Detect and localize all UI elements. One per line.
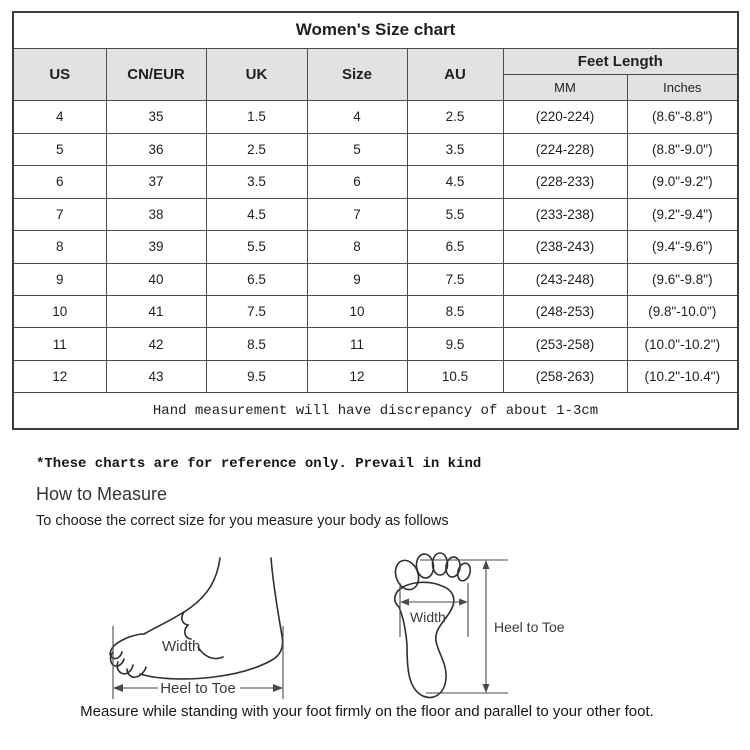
table-footnote-row xyxy=(13,393,738,429)
front-leg-line xyxy=(144,558,220,634)
size-cell: (9.2"-9.4") xyxy=(627,198,738,230)
table-title-row xyxy=(13,12,738,48)
size-cell: 8.5 xyxy=(206,328,307,360)
size-cell: (9.4"-9.6") xyxy=(627,231,738,263)
size-cell: 5 xyxy=(307,133,407,165)
size-cell: (9.6"-9.8") xyxy=(627,263,738,295)
size-cell: 5.5 xyxy=(206,231,307,263)
size-cell: 37 xyxy=(106,166,206,198)
size-cell: 6 xyxy=(307,166,407,198)
size-cell: 35 xyxy=(106,101,206,133)
size-cell: 6 xyxy=(13,166,106,198)
foot-sole-outline xyxy=(392,553,473,697)
size-row xyxy=(13,263,738,295)
toe xyxy=(117,662,133,674)
size-cell: 4 xyxy=(13,101,106,133)
size-cell: 5.5 xyxy=(407,198,503,230)
size-cell: 2.5 xyxy=(407,101,503,133)
side-width-label: Width xyxy=(162,638,201,655)
width-arc xyxy=(198,647,223,659)
size-cell: 40 xyxy=(106,263,206,295)
size-row xyxy=(13,295,738,327)
size-cell: (224-228) xyxy=(503,133,627,165)
size-cell: 12 xyxy=(307,360,407,392)
arrowhead-left-icon xyxy=(400,599,409,606)
table-header-row xyxy=(13,48,738,74)
size-cell: 8.5 xyxy=(407,295,503,327)
foot-bottom-line xyxy=(140,660,272,679)
toe xyxy=(456,562,472,583)
size-cell: 3.5 xyxy=(206,166,307,198)
foot-side-view-diagram xyxy=(100,550,300,705)
size-cell: 4 xyxy=(307,101,407,133)
heel-curve xyxy=(272,636,283,660)
size-cell: 2.5 xyxy=(206,133,307,165)
size-cell: 43 xyxy=(106,360,206,392)
how-to-measure-subheading: To choose the correct size for you measure your body as follows xyxy=(36,513,449,529)
size-cell: 10.5 xyxy=(407,360,503,392)
size-cell: 10 xyxy=(307,295,407,327)
size-cell: 8 xyxy=(307,231,407,263)
how-to-measure-heading: How to Measure xyxy=(36,484,168,504)
size-cell: (10.0"-10.2") xyxy=(627,328,738,360)
size-cell: 38 xyxy=(106,198,206,230)
size-cell: 9 xyxy=(307,263,407,295)
size-cell: 9.5 xyxy=(407,328,503,360)
size-cell: (8.6"-8.8") xyxy=(627,101,738,133)
size-cell: 39 xyxy=(106,231,206,263)
instep-line xyxy=(182,612,191,639)
size-cell: 11 xyxy=(13,328,106,360)
size-cell: 9 xyxy=(13,263,106,295)
header-uk: UK xyxy=(206,48,307,101)
reference-note: *These charts are for reference only. Prevail in kind xyxy=(36,456,482,472)
size-row xyxy=(13,166,738,198)
size-cell: (238-243) xyxy=(503,231,627,263)
dimension-lines xyxy=(400,560,508,693)
foot-side-outline xyxy=(110,558,282,679)
header-feet-length: Feet Length xyxy=(503,48,738,74)
size-cell: 6.5 xyxy=(407,231,503,263)
size-cell: 7.5 xyxy=(407,263,503,295)
size-cell: 36 xyxy=(106,133,206,165)
header-us: US xyxy=(13,48,106,101)
size-row xyxy=(13,198,738,230)
size-cell: (220-224) xyxy=(503,101,627,133)
size-chart-table xyxy=(12,11,739,430)
size-cell: (9.8"-10.0") xyxy=(627,295,738,327)
size-cell: 41 xyxy=(106,295,206,327)
big-toe xyxy=(110,634,144,659)
arrowhead-down-icon xyxy=(483,684,490,693)
table-footnote: Hand measurement will have discrepancy of about 1-3cm xyxy=(13,393,738,429)
sole-outline xyxy=(395,582,454,697)
size-cell: 1.5 xyxy=(206,101,307,133)
size-row xyxy=(13,101,738,133)
size-cell: 7 xyxy=(307,198,407,230)
arrowhead-right-icon xyxy=(273,684,283,692)
size-row xyxy=(13,328,738,360)
header-au: AU xyxy=(407,48,503,101)
size-cell: (10.2"-10.4") xyxy=(627,360,738,392)
size-row xyxy=(13,231,738,263)
size-cell: 5 xyxy=(13,133,106,165)
arrowhead-right-icon xyxy=(459,599,468,606)
back-leg-line xyxy=(271,558,282,636)
size-cell: 42 xyxy=(106,328,206,360)
size-row xyxy=(13,133,738,165)
side-heel-to-toe-label: Heel to Toe xyxy=(160,680,236,697)
toe xyxy=(433,553,448,575)
size-cell: 11 xyxy=(307,328,407,360)
big-toe xyxy=(392,557,423,593)
measure-instruction: Measure while standing with your foot firmly on the floor and parallel to your other foot. xyxy=(80,703,654,720)
size-cell: 7 xyxy=(13,198,106,230)
sole-width-label: Width xyxy=(410,609,446,625)
size-cell: 4.5 xyxy=(407,166,503,198)
sole-heel-to-toe-label: Heel to Toe xyxy=(494,619,565,635)
size-cell: 10 xyxy=(13,295,106,327)
size-cell: 7.5 xyxy=(206,295,307,327)
arrowhead-left-icon xyxy=(113,684,123,692)
arrowhead-up-icon xyxy=(483,560,490,569)
size-cell: (243-248) xyxy=(503,263,627,295)
arrowheads xyxy=(400,560,490,693)
subheader-mm: MM xyxy=(503,74,627,100)
size-cell: 4.5 xyxy=(206,198,307,230)
size-cell: 3.5 xyxy=(407,133,503,165)
size-cell: 6.5 xyxy=(206,263,307,295)
size-cell: (9.0"-9.2") xyxy=(627,166,738,198)
size-cell: (258-263) xyxy=(503,360,627,392)
size-cell: 12 xyxy=(13,360,106,392)
size-cell: (233-238) xyxy=(503,198,627,230)
size-cell: 8 xyxy=(13,231,106,263)
size-cell: (248-253) xyxy=(503,295,627,327)
size-cell: (253-258) xyxy=(503,328,627,360)
header-cn-eur: CN/EUR xyxy=(106,48,206,101)
foot-sole-view-diagram xyxy=(380,545,580,705)
size-cell: (228-233) xyxy=(503,166,627,198)
table-title: Women's Size chart xyxy=(13,12,738,48)
size-cell: (8.8"-9.0") xyxy=(627,133,738,165)
header-size: Size xyxy=(307,48,407,101)
size-row xyxy=(13,360,738,392)
subheader-inches: Inches xyxy=(627,74,738,100)
size-cell: 9.5 xyxy=(206,360,307,392)
